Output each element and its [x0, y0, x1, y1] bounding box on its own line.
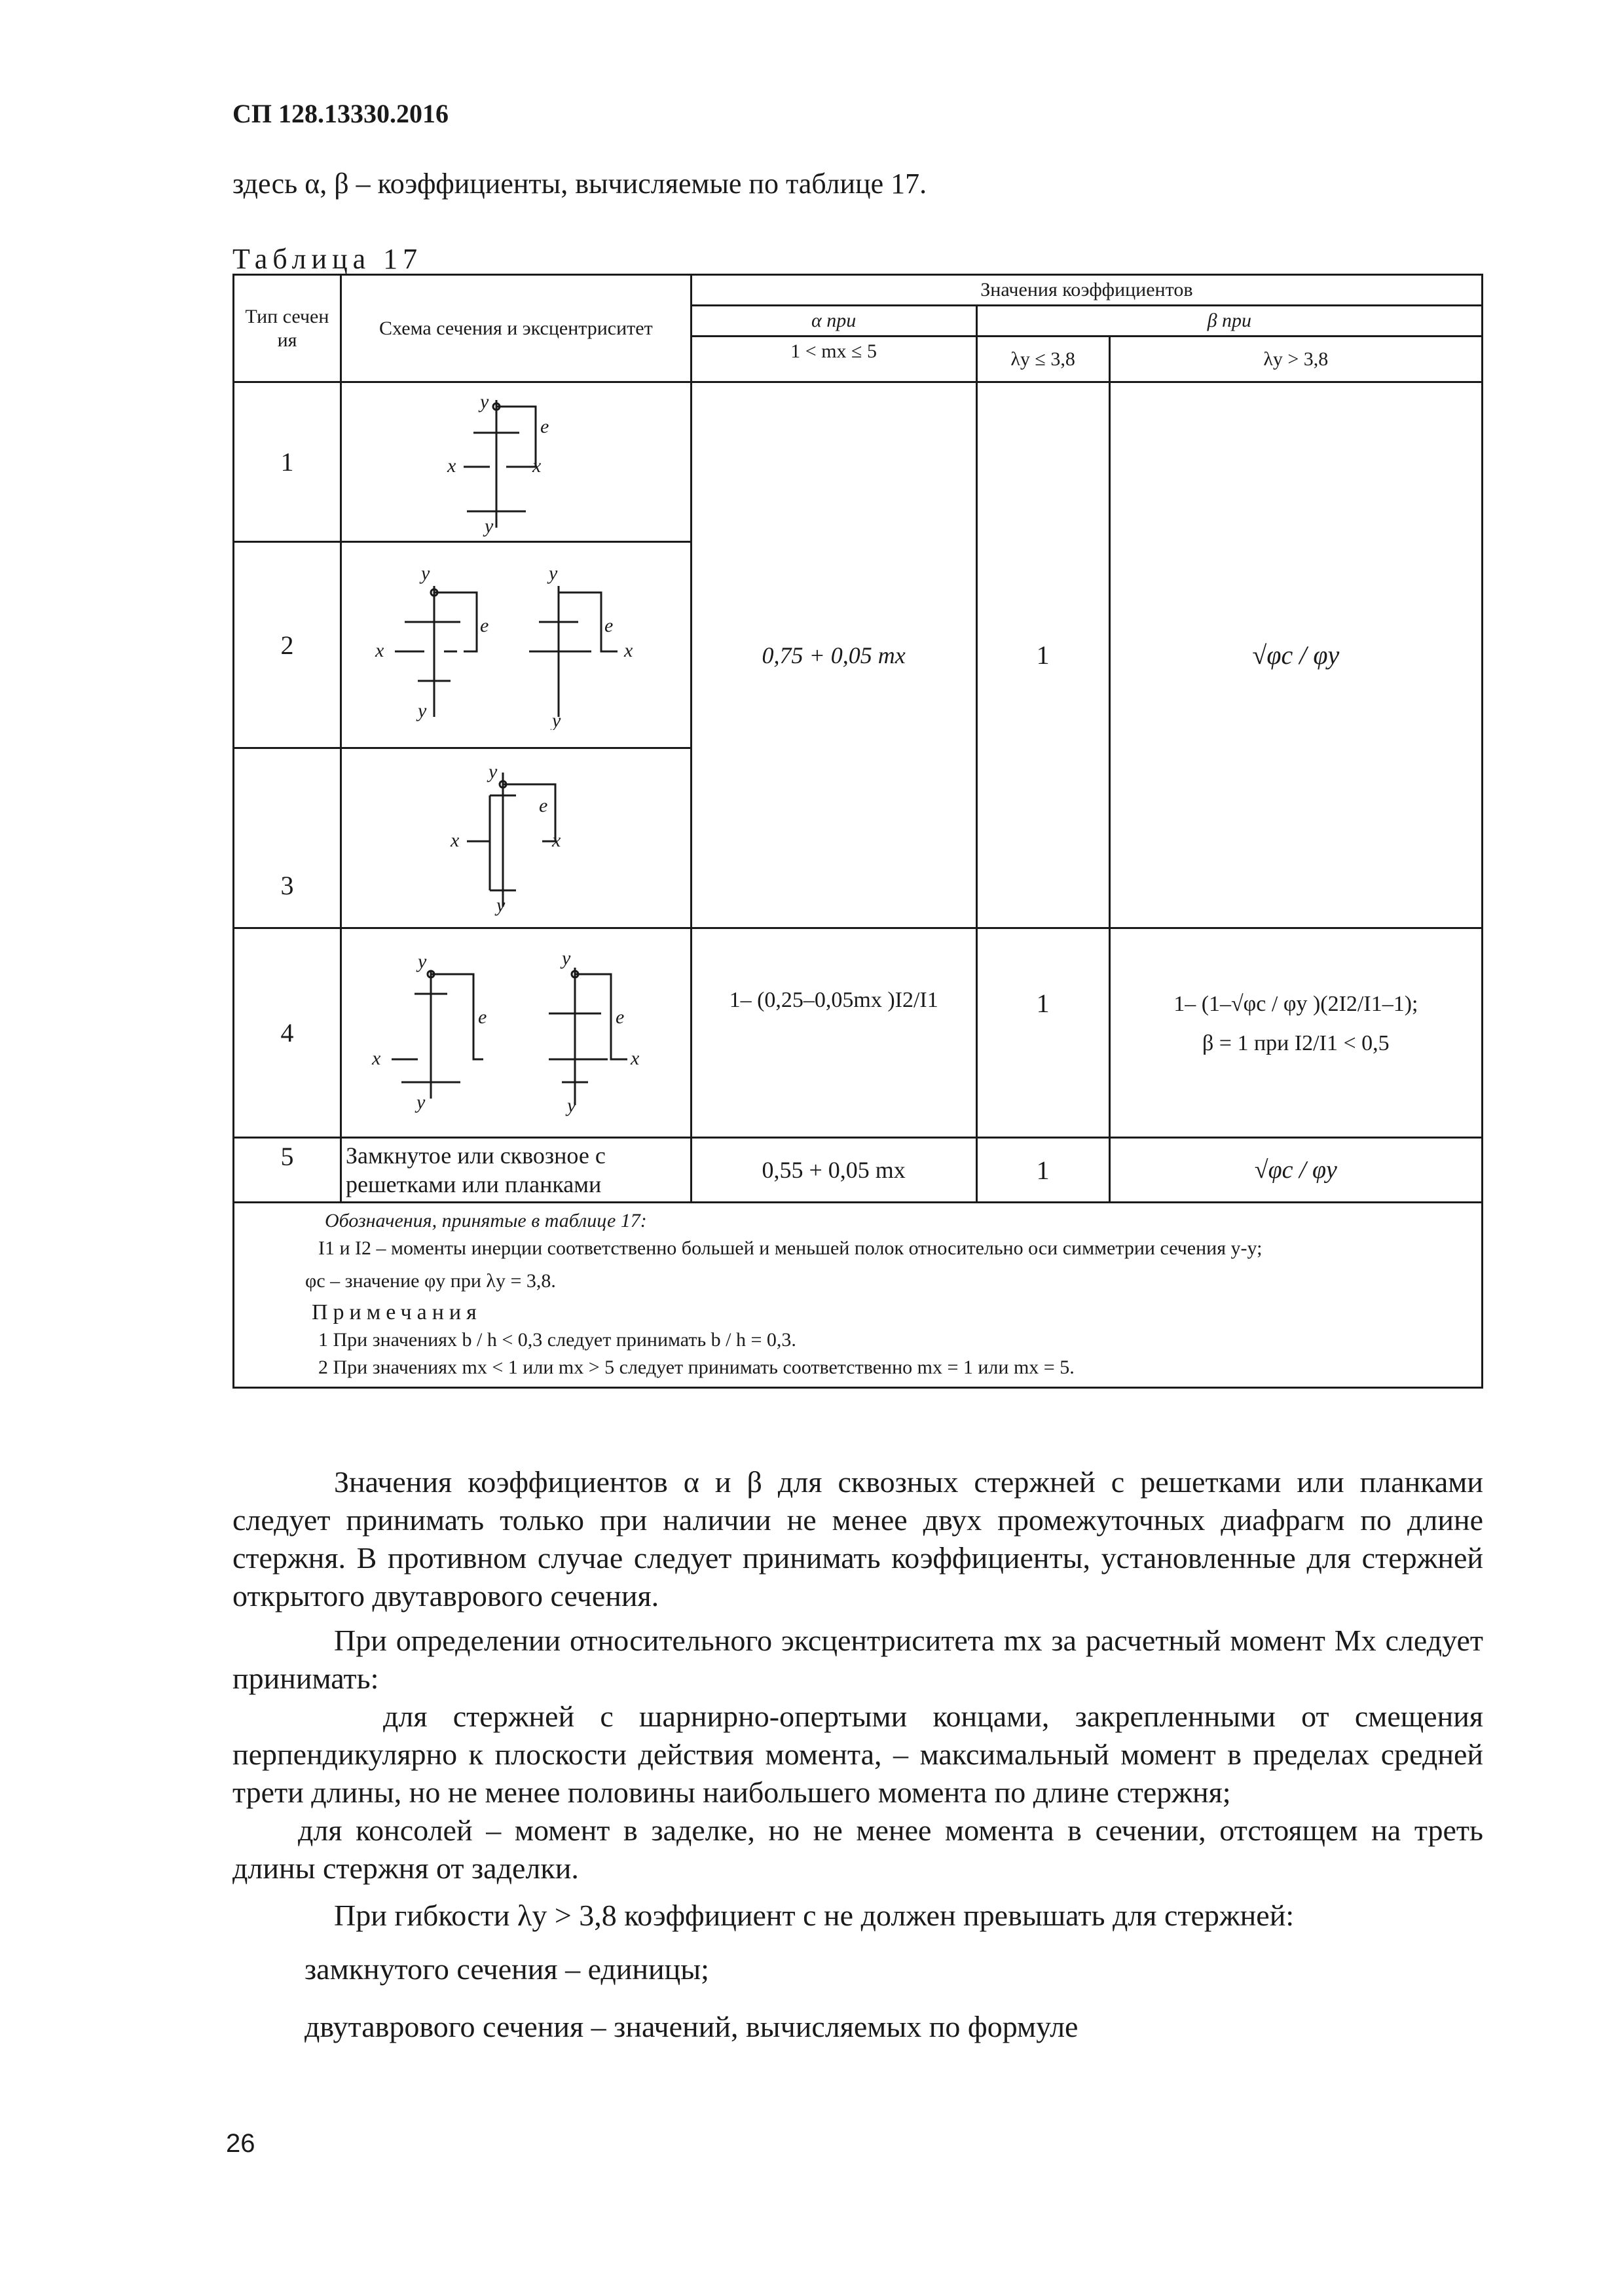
- paragraph-2: При определении относительного эксцентриситета mx за расчетный момент Mx следует принимать:: [232, 1624, 1483, 1695]
- x-label: x: [450, 829, 460, 851]
- y-label: y: [548, 562, 558, 584]
- y-label: y: [561, 947, 571, 969]
- y-label: y: [551, 710, 561, 730]
- beta2-merged: √φc / φy: [1109, 382, 1482, 928]
- table-17: [232, 274, 1483, 1389]
- head-type: Тип сечен ия: [234, 275, 341, 382]
- head-beta-cond1: λy ≤ 3,8: [976, 337, 1109, 382]
- y-label: y: [566, 1094, 576, 1116]
- section-2-diagram: [362, 560, 670, 730]
- row-5-schema: Замкнутое или сквозное с решетками или планками: [341, 1138, 691, 1203]
- x-label: x: [375, 640, 384, 661]
- y-label: y: [420, 562, 430, 584]
- e-label: e: [477, 1006, 487, 1028]
- row-5-alpha: 0,55 + 0,05 mx: [691, 1138, 976, 1203]
- e-label: e: [604, 615, 614, 636]
- y-label: y: [496, 894, 506, 916]
- row-4-beta2-condition: β = 1 при I2/I1 < 0,5: [1202, 1031, 1390, 1055]
- row-4-beta1: 1: [976, 928, 1109, 1138]
- table-notes: [234, 1203, 1483, 1388]
- y-label: y: [479, 390, 489, 412]
- head-alpha-cond: 1 < mx ≤ 5: [691, 337, 976, 382]
- paragraph-4: для консолей – момент в заделке, но не менее момента в сечении, отстоящем на треть длины стержня от заделки.: [232, 1813, 1483, 1885]
- head-schema: Схема сечения и эксцентриситет: [341, 275, 691, 382]
- page-number: 26: [226, 2129, 255, 2158]
- e-label: e: [538, 795, 548, 816]
- row-4-beta2-formula: 1– (1–√φc / φy )(2I2/I1–1);: [1173, 992, 1418, 1016]
- x-label: x: [447, 454, 456, 477]
- row-3-type: 3: [234, 748, 341, 928]
- y-label: y: [417, 700, 427, 721]
- row-3-schema: [341, 748, 691, 928]
- y-label: y: [484, 515, 494, 537]
- note-1: 1 При значениях b / h < 0,3 следует принимать b / h = 0,3.: [318, 1329, 796, 1351]
- x-label: x: [623, 640, 633, 661]
- designations-title: Обозначения, принятые в таблице 17:: [325, 1210, 647, 1231]
- beta1-merged: 1: [976, 382, 1109, 928]
- head-alpha: α при: [691, 306, 976, 337]
- y-label: y: [488, 761, 498, 782]
- x-label: x: [371, 1047, 381, 1069]
- paragraph-6: замкнутого сечения – единицы;: [304, 1952, 709, 1986]
- head-beta: β при: [976, 306, 1482, 337]
- row-2-type: 2: [234, 542, 341, 748]
- row-4-beta2: [1109, 928, 1482, 1138]
- e-label: e: [479, 615, 489, 636]
- alpha-merged: 0,75 + 0,05 mx: [691, 382, 976, 928]
- paragraph-5: При гибкости λy > 3,8 коэффициент c не должен превышать для стержней:: [334, 1899, 1295, 1932]
- row-5-beta1: 1: [976, 1138, 1109, 1203]
- doc-code: СП 128.13330.2016: [232, 99, 449, 128]
- row-2-schema: [341, 542, 691, 748]
- paragraph-3: для стержней с шарнирно-опертыми концами, закрепленными от смещения перпендикулярно к плоскости действия момента, – максимальный момент в пределах средней трети длины, но не менее половины наибольшего момента по длине стержня;: [232, 1700, 1483, 1809]
- row-1-type: 1: [234, 382, 341, 542]
- row-4-alpha: 1– (0,25–0,05mx )I2/I1: [691, 928, 976, 1138]
- paragraph-7: двутаврового сечения – значений, вычисляемых по формуле: [304, 2010, 1079, 2043]
- paragraph-1: Значения коэффициентов α и β для сквозных стержней с решетками или планками следует принимать только при наличии не менее двух промежуточных диафрагм по длине стержня. В противном случае следует принимать коэффициенты, установленные для стержней открытого двутаврового сечения.: [232, 1465, 1483, 1613]
- y-label: y: [416, 1091, 426, 1113]
- row-4-type: 4: [234, 928, 341, 1138]
- e-label: e: [615, 1006, 625, 1028]
- section-3-diagram: [418, 759, 614, 917]
- x-label: x: [630, 1047, 640, 1069]
- section-4-diagram: [352, 945, 680, 1121]
- row-4-schema: [341, 928, 691, 1138]
- body-text: [232, 1463, 1483, 2046]
- x-label: x: [551, 829, 561, 851]
- section-1-diagram: [418, 387, 614, 538]
- notes-title: Примечания: [312, 1300, 482, 1324]
- intro-text: здесь α, β – коэффициенты, вычисляемые по таблице 17.: [232, 168, 927, 200]
- e-label: e: [540, 415, 549, 437]
- x-label: x: [532, 454, 542, 477]
- designation-line-2: φc – значение φy при λy = 3,8.: [305, 1270, 556, 1292]
- row-5-type: 5: [234, 1138, 341, 1203]
- head-beta-cond2: λy > 3,8: [1109, 337, 1482, 382]
- row-5-beta2: √φc / φy: [1109, 1138, 1482, 1203]
- row-1-schema: [341, 382, 691, 542]
- head-values: Значения коэффициентов: [691, 275, 1482, 306]
- table-title: Таблица 17: [232, 243, 423, 275]
- y-label: y: [417, 950, 427, 972]
- note-2: 2 При значениях mx < 1 или mx > 5 следует принимать соответственно mx = 1 или mx = 5.: [318, 1357, 1075, 1378]
- designation-line-1: I1 и I2 – моменты инерции соответственно большей и меньшей полок относительно оси симметрии сечения у-у;: [318, 1237, 1263, 1259]
